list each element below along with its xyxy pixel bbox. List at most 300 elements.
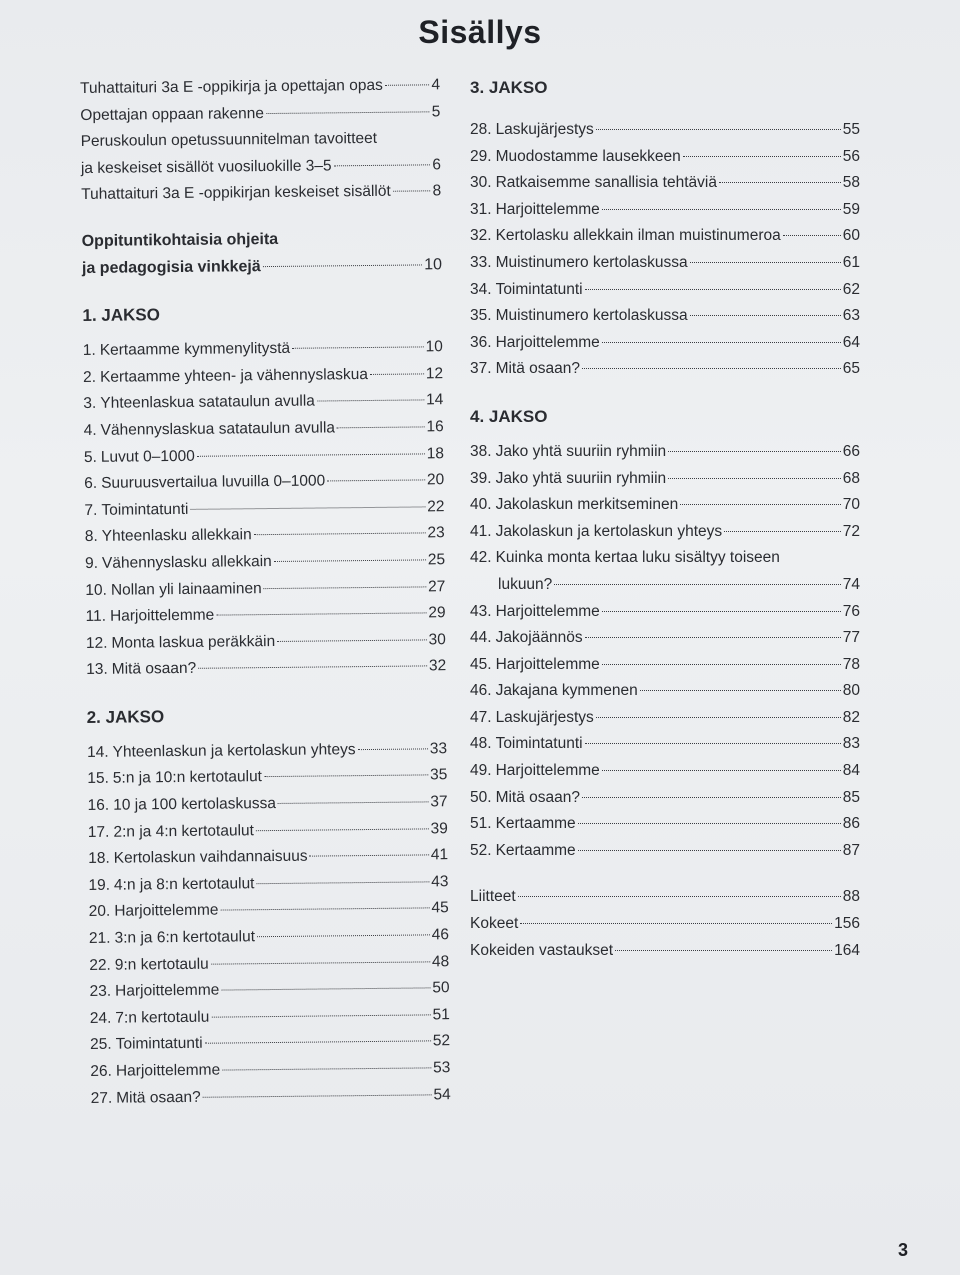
leader-dots xyxy=(585,743,841,744)
toc-entry-number: 52. xyxy=(470,841,492,859)
toc-entry-title xyxy=(88,848,308,868)
toc-entry xyxy=(81,129,441,159)
toc-entry-label: Harjoittelemme xyxy=(109,606,215,625)
toc-entry-title xyxy=(470,443,666,461)
toc-entry-page: 56 xyxy=(842,147,860,165)
toc-entry-page: 64 xyxy=(842,333,860,351)
toc-entry-label: 7:n kertotaulu xyxy=(115,1008,210,1027)
section-heading-jakso-1: 1. JAKSO xyxy=(82,305,161,326)
leader-dots xyxy=(668,451,841,452)
toc-entry-label: Jakolaskun ja kertolaskun yhteys xyxy=(495,522,723,540)
toc-entry-number: 11. xyxy=(85,607,107,626)
toc-entry-page: 87 xyxy=(842,841,860,859)
leader-dots xyxy=(602,770,841,771)
toc-entry-number: 29. xyxy=(470,147,492,165)
toc-entry-title xyxy=(470,842,576,860)
right-column xyxy=(470,75,860,968)
leader-dots xyxy=(274,559,426,562)
toc-entry xyxy=(84,471,444,501)
toc-entry-number: 27. xyxy=(90,1089,113,1107)
toc-entry-page: 43 xyxy=(431,873,449,891)
toc-entry-title xyxy=(470,148,681,166)
toc-entry-label: Harjoittelemme xyxy=(115,1061,221,1080)
toc-entry-page: 46 xyxy=(431,926,450,944)
toc-entry-label: Kokeet xyxy=(470,915,519,933)
toc-entry xyxy=(470,227,860,254)
toc-entry-number: 47. xyxy=(470,708,492,726)
toc-entry-title xyxy=(81,183,391,204)
toc-entry-title xyxy=(84,501,188,520)
toc-entry xyxy=(470,915,860,942)
toc-entry xyxy=(88,793,448,823)
toc-entry-page: 60 xyxy=(842,227,860,245)
toc-entry-page: 55 xyxy=(842,121,860,138)
toc-entry-page: 37 xyxy=(430,793,448,811)
left-column xyxy=(80,76,451,1116)
toc-entry-title xyxy=(83,393,315,413)
toc-entry-number: 38. xyxy=(470,442,492,460)
toc-entry-label: Harjoittelemme xyxy=(115,981,220,1000)
toc-entry-title xyxy=(470,281,583,299)
toc-entry-label: Muodostamme lausekkeen xyxy=(495,147,681,165)
toc-entry-title xyxy=(85,527,252,547)
toc-entry-page: 61 xyxy=(842,253,860,271)
leader-dots xyxy=(211,1014,430,1017)
leader-dots xyxy=(264,586,426,589)
toc-entry xyxy=(470,307,860,334)
toc-entry-number: 28. xyxy=(470,121,492,138)
toc-entry-title xyxy=(470,815,576,833)
toc-entry-label: Kertolaskun vaihdannaisuus xyxy=(113,847,308,867)
toc-entry xyxy=(89,926,449,956)
leader-dots xyxy=(337,426,424,428)
toc-entry-page: 22 xyxy=(427,497,445,516)
toc-entry-title xyxy=(88,795,277,815)
toc-entry-label: Jakajana kymmenen xyxy=(495,682,638,700)
section-heading-jakso-3: 3. JAKSO xyxy=(470,78,548,97)
toc-entry xyxy=(88,820,448,850)
leader-dots xyxy=(602,611,841,612)
toc-entry xyxy=(470,789,860,816)
toc-entry xyxy=(90,1033,450,1063)
toc-entry-page: 41 xyxy=(430,846,449,864)
toc-entry-label: lukuun? xyxy=(498,575,553,593)
toc-entry xyxy=(470,888,860,915)
leader-dots xyxy=(197,453,425,456)
toc-entry xyxy=(470,815,860,842)
toc-entry-title xyxy=(88,822,254,842)
toc-entry-number: 33. xyxy=(470,253,492,271)
toc-entry-label: Mitä osaan? xyxy=(495,788,581,806)
toc-entry-label: Harjoittelemme xyxy=(495,200,600,218)
toc-entry-page: 16 xyxy=(426,418,444,436)
leader-dots xyxy=(554,584,840,585)
toc-entry-number: 31. xyxy=(470,200,492,218)
toc-entry-page: 52 xyxy=(432,1032,451,1050)
toc-entry-title xyxy=(470,682,638,700)
toc-entry-page: 70 xyxy=(842,496,860,514)
toc-entry-title xyxy=(470,656,600,674)
toc-entry-number: 50. xyxy=(470,788,492,806)
toc-entry-label: Toimintatunti xyxy=(495,735,583,753)
leader-dots xyxy=(690,315,841,316)
toc-entry-number: 15. xyxy=(87,770,109,788)
toc-entry-page: 10 xyxy=(425,338,443,356)
toc-entry-page: 66 xyxy=(842,442,860,460)
toc-entry-page: 76 xyxy=(842,602,860,620)
toc-entry-page: 78 xyxy=(842,655,860,673)
toc-entry-page: 4 xyxy=(431,76,441,94)
toc-entry-title xyxy=(87,769,262,789)
toc-entry-number: 32. xyxy=(470,227,492,245)
jakso-3-list xyxy=(470,121,860,387)
leader-dots xyxy=(334,164,431,166)
toc-entry xyxy=(91,1086,451,1116)
toc-entry xyxy=(470,281,860,308)
toc-entry xyxy=(470,762,860,789)
toc-entry-page: 74 xyxy=(842,575,860,593)
leader-dots xyxy=(640,690,841,691)
toc-entry xyxy=(470,470,860,497)
toc-entry xyxy=(83,365,443,395)
toc-entry-page: 68 xyxy=(842,469,860,487)
jakso-4-list xyxy=(470,443,860,869)
guide-heading-line2: ja pedagogisia vinkkejä 10 xyxy=(81,255,443,277)
leader-dots xyxy=(680,504,841,505)
toc-entry-label: 2:n ja 4:n kertotaulut xyxy=(113,821,254,841)
toc-entry-title xyxy=(470,888,516,906)
leader-dots xyxy=(582,368,841,369)
toc-entry-title xyxy=(83,366,368,387)
leader-dots xyxy=(690,262,841,263)
toc-entry-title xyxy=(80,105,264,125)
toc-entry-page: 86 xyxy=(842,815,860,833)
toc-entry xyxy=(87,740,447,770)
leader-dots xyxy=(317,400,424,402)
leader-dots xyxy=(292,347,423,349)
toc-entry-number: 18. xyxy=(88,849,110,868)
toc-entry-number: 12. xyxy=(85,634,108,652)
toc-entry-title xyxy=(84,473,325,494)
toc-entry-label: Toimintatunti xyxy=(495,280,583,298)
leader-dots xyxy=(278,801,428,804)
toc-entry-title xyxy=(84,419,336,440)
toc-entry-number: 22. xyxy=(89,956,111,974)
toc-entry xyxy=(470,523,860,550)
toc-entry-label: Kertaamme kymmenylitystä xyxy=(99,339,291,359)
toc-entry-title xyxy=(470,942,613,960)
toc-entry-title xyxy=(470,629,583,647)
toc-entry xyxy=(470,603,860,630)
toc-entry-page: 14 xyxy=(426,391,444,409)
page-title: Sisällys xyxy=(418,14,542,50)
toc-entry-label: Liitteet xyxy=(470,888,516,906)
toc-entry-title xyxy=(83,340,290,360)
toc-entry-label: Laskujärjestys xyxy=(495,121,594,138)
toc-entry xyxy=(86,604,446,634)
toc-entry-label: 4:n ja 8:n kertotaulut xyxy=(113,875,255,894)
toc-entry-page: 164 xyxy=(834,941,860,959)
toc-entry-title xyxy=(470,334,600,352)
leader-dots xyxy=(266,111,430,114)
leader-dots xyxy=(216,612,426,615)
toc-entry xyxy=(85,578,445,608)
toc-entry-label: Mitä osaan? xyxy=(495,360,581,378)
toc-entry-number: 16. xyxy=(87,796,110,815)
toc-entry-label: Suuruusvertailua luvuilla 0–1000 xyxy=(101,472,326,492)
toc-entry-label: Muistinumero kertolaskussa xyxy=(495,253,688,271)
toc-entry xyxy=(470,443,860,470)
toc-entry-label: Tuhattaituri 3a E -oppikirja ja opettajan opas xyxy=(80,76,383,97)
toc-entry xyxy=(83,392,443,422)
leader-dots xyxy=(198,666,427,669)
toc-entry-number: 45. xyxy=(470,655,492,673)
leader-dots xyxy=(254,533,426,536)
toc-entry xyxy=(470,174,860,201)
toc-entry-number: 4. xyxy=(83,421,97,439)
leader-dots xyxy=(263,264,422,267)
toc-entry-page: 72 xyxy=(842,522,860,540)
toc-entry-number: 35. xyxy=(470,307,492,325)
toc-entry-title xyxy=(470,496,678,514)
toc-entry-label: 10 ja 100 kertolaskussa xyxy=(113,795,277,814)
toc-entry-page: 59 xyxy=(842,200,860,218)
toc-entry-label: Kertaamme xyxy=(495,841,576,859)
toc-entry-label: Harjoittelemme xyxy=(495,762,600,780)
toc-entry-title xyxy=(470,735,583,753)
toc-entry-label: 5:n ja 10:n kertotaulut xyxy=(112,768,263,788)
toc-entry-number: 43. xyxy=(470,602,492,620)
toc-entry xyxy=(81,183,441,213)
toc-entry-page: 33 xyxy=(429,740,448,758)
toc-entry-label: Kertaamme yhteen- ja vähennyslaskua xyxy=(99,365,369,386)
toc-entry xyxy=(470,656,860,683)
leader-dots xyxy=(257,934,430,937)
leader-dots xyxy=(203,1094,432,1097)
toc-entry-number: 39. xyxy=(470,469,492,487)
toc-entry-label: Jakojäännös xyxy=(495,629,583,647)
toc-entry-page: 77 xyxy=(842,629,860,647)
toc-entry-label: Jako yhtä suuriin ryhmiin xyxy=(495,442,667,460)
leader-dots xyxy=(220,908,429,911)
toc-entry-title xyxy=(89,982,219,1001)
leader-dots xyxy=(585,637,841,638)
toc-entry-label: Yhteenlaskun ja kertolaskun yhteys xyxy=(112,741,356,761)
toc-entry-page: 48 xyxy=(431,952,450,970)
toc-entry-number: 6. xyxy=(84,474,98,493)
toc-entry xyxy=(470,334,860,361)
leader-dots xyxy=(205,1041,431,1044)
toc-entry-page: 84 xyxy=(842,762,860,780)
jakso-2-list xyxy=(87,740,451,1116)
guide-heading-line1: Oppituntikohtaisia ohjeita xyxy=(81,230,279,250)
toc-entry-number: 44. xyxy=(470,629,492,647)
toc-entry-page: 30 xyxy=(428,630,446,649)
leader-dots xyxy=(190,506,425,509)
leader-dots xyxy=(683,156,841,157)
toc-entry-number: 19. xyxy=(88,876,111,894)
toc-entry-label: Harjoittelemme xyxy=(495,655,600,673)
toc-entry-title xyxy=(470,523,722,541)
toc-entry-title xyxy=(89,902,219,921)
leader-dots xyxy=(256,828,429,831)
toc-entry-page: 54 xyxy=(433,1085,451,1103)
toc-entry-title xyxy=(470,470,666,488)
leader-dots xyxy=(277,639,426,642)
toc-entry-label: Yhteenlasku allekkain xyxy=(101,526,252,546)
toc-entry-title xyxy=(470,789,580,807)
toc-entry-page: 35 xyxy=(429,766,448,784)
toc-entry-number: 13. xyxy=(86,661,108,679)
toc-entry-page: 53 xyxy=(433,1059,451,1077)
toc-entry-title xyxy=(470,915,518,933)
toc-entry-number: 9. xyxy=(84,554,99,572)
leader-dots xyxy=(211,961,430,964)
toc-entry-label: Harjoittelemme xyxy=(495,333,600,351)
toc-entry-page: 12 xyxy=(425,364,444,383)
toc-entry-title xyxy=(470,576,552,594)
toc-entry-number: 8. xyxy=(84,528,98,546)
leader-dots xyxy=(327,480,425,482)
leader-dots xyxy=(578,850,841,851)
toc-entry xyxy=(88,873,448,903)
toc-entry xyxy=(470,842,860,869)
appendix-list xyxy=(470,888,860,968)
toc-entry xyxy=(89,953,449,983)
toc-entry-page: 88 xyxy=(842,888,860,906)
leader-dots xyxy=(719,182,841,183)
toc-entry-page: 50 xyxy=(432,979,450,997)
toc-entry-page: 5 xyxy=(431,102,441,120)
toc-entry-title xyxy=(90,1035,203,1054)
toc-entry-title xyxy=(470,254,688,272)
toc-entry-title xyxy=(80,77,383,98)
toc-entry-number: 36. xyxy=(470,333,492,351)
toc-entry-number: 14. xyxy=(86,743,109,761)
toc-entry-title xyxy=(470,549,780,567)
toc-entry-title xyxy=(470,201,600,219)
toc-entry xyxy=(90,1006,450,1036)
toc-entry xyxy=(86,657,446,687)
toc-entry-title xyxy=(470,762,600,780)
toc-entry-number: 41. xyxy=(470,522,492,540)
toc-entry-title xyxy=(86,607,215,626)
toc-entry-label: Kertaamme xyxy=(495,815,576,833)
leader-dots xyxy=(385,84,430,85)
toc-entry-number: 48. xyxy=(470,735,492,753)
toc-entry-number: 7. xyxy=(84,501,98,519)
toc-entry xyxy=(470,629,860,656)
toc-entry-number: 1. xyxy=(82,342,96,360)
toc-entry xyxy=(470,254,860,281)
toc-entry-title xyxy=(470,603,600,621)
toc-entry-page: 80 xyxy=(842,682,860,700)
toc-entry-label: Kokeiden vastaukset xyxy=(470,941,614,959)
toc-entry-page: 18 xyxy=(426,444,445,462)
leader-dots xyxy=(310,855,429,857)
toc-entry-title xyxy=(87,741,356,762)
toc-entry-number: 26. xyxy=(90,1062,113,1080)
toc-entry-label: 3:n ja 6:n kertotaulut xyxy=(114,928,256,947)
toc-entry xyxy=(80,103,440,133)
toc-entry xyxy=(470,942,860,969)
toc-entry-title xyxy=(81,157,332,178)
toc-entry-title xyxy=(91,1088,201,1107)
toc-entry-number: 5. xyxy=(83,448,97,466)
toc-entry xyxy=(470,549,860,576)
toc-entry-title xyxy=(470,709,594,727)
toc-entry-page: 25 xyxy=(427,551,446,569)
leader-dots xyxy=(582,797,841,798)
leader-dots xyxy=(518,896,841,897)
toc-entry xyxy=(89,979,449,1009)
toc-entry-page: 85 xyxy=(842,788,860,806)
toc-entry-page: 39 xyxy=(430,819,448,838)
toc-entry-label: Harjoittelemme xyxy=(495,602,600,620)
toc-entry-number: 10. xyxy=(85,581,107,599)
toc-entry-title xyxy=(85,580,262,600)
toc-entry-label: Nollan yli lainaaminen xyxy=(110,579,262,599)
toc-entry-label: Monta laskua peräkkäin xyxy=(111,632,276,652)
toc-entry-title xyxy=(90,1062,220,1081)
toc-entry xyxy=(470,201,860,228)
toc-entry-label: Luvut 0–1000 xyxy=(100,447,195,466)
toc-entry-label: Laskujärjestys xyxy=(495,708,594,726)
toc-entry-label: Mitä osaan? xyxy=(111,660,197,678)
toc-entry-page: 51 xyxy=(432,1005,450,1024)
toc-entry-title xyxy=(470,121,594,139)
toc-entry-label: Jako yhtä suuriin ryhmiin xyxy=(495,469,667,487)
section-heading-jakso-2: 2. JAKSO xyxy=(86,707,165,727)
toc-entry-title xyxy=(84,447,195,466)
toc-entry-label: Muistinumero kertolaskussa xyxy=(495,307,688,325)
toc-entry-page: 63 xyxy=(842,307,860,325)
toc-entry-title xyxy=(81,130,378,151)
leader-dots xyxy=(724,531,841,532)
toc-entry-number: 42. xyxy=(470,549,492,567)
leader-dots xyxy=(520,923,832,924)
toc-entry-label: Toimintatunti xyxy=(115,1035,203,1054)
leader-dots xyxy=(578,823,841,824)
toc-entry-number: 2. xyxy=(83,368,97,386)
toc-entry-title xyxy=(88,875,254,895)
toc-entry-page: 156 xyxy=(834,915,860,933)
toc-entry-label: Yhteenlaskua satataulun avulla xyxy=(100,392,315,413)
page-number: 3 xyxy=(897,1240,908,1260)
toc-entry-page: 32 xyxy=(428,657,447,675)
toc-entry xyxy=(84,445,444,475)
toc-entry-page: 82 xyxy=(842,708,860,726)
toc-entry-number: 49. xyxy=(470,762,492,780)
toc-entry-number: 24. xyxy=(89,1009,112,1027)
leader-dots xyxy=(602,209,841,210)
leader-dots xyxy=(602,342,841,343)
toc-entry-label: Jakolaskun merkitseminen xyxy=(495,496,679,514)
toc-entry-title xyxy=(89,955,209,974)
toc-entry xyxy=(89,900,449,930)
toc-entry-label: Toimintatunti xyxy=(101,500,189,519)
toc-entry xyxy=(470,735,860,762)
leader-dots xyxy=(615,950,832,951)
leader-dots xyxy=(264,775,428,778)
toc-entry-number: 17. xyxy=(87,823,110,841)
toc-entry-title xyxy=(470,227,781,245)
leader-dots xyxy=(668,478,841,479)
jakso-1-list xyxy=(83,338,447,687)
toc-entry-number: 37. xyxy=(470,360,492,378)
toc-entry xyxy=(470,682,860,709)
toc-entry-label: Mitä osaan? xyxy=(116,1088,201,1107)
